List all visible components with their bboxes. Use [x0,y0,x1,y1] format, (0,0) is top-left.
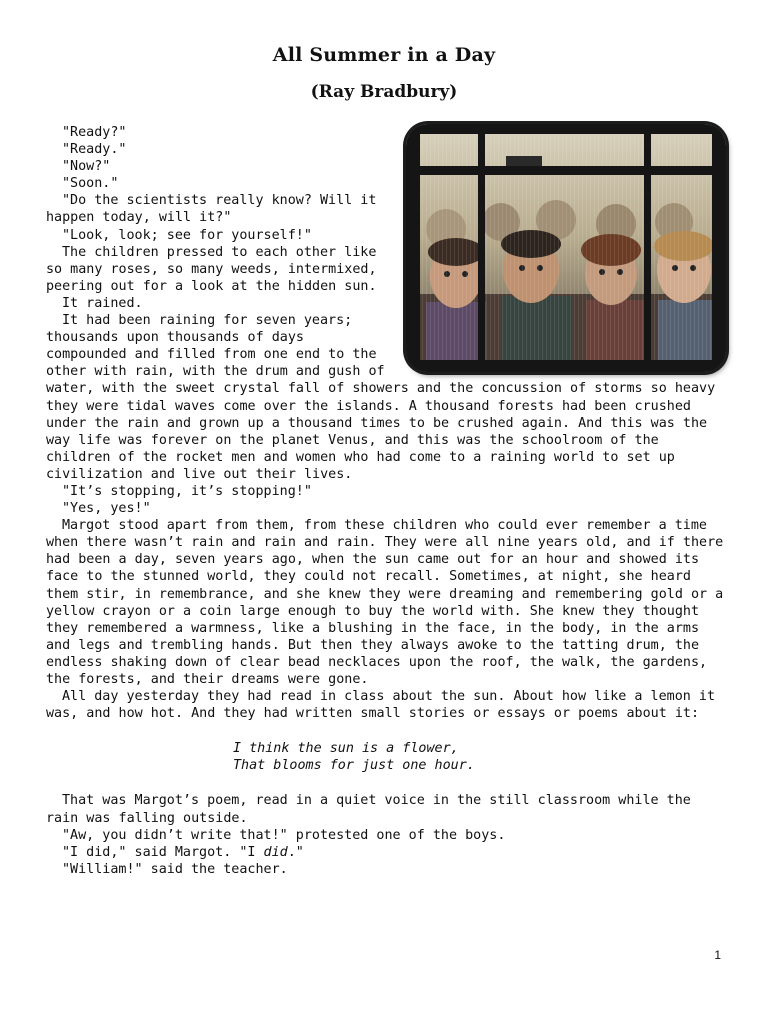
paragraph: It rained. [62,295,143,311]
document-author: (Ray Bradbury) [310,82,458,102]
margot-poem [46,740,726,774]
page-number: 1 [714,948,721,962]
paragraph: "It’s stopping, it’s stopping!" [62,483,312,499]
paragraph: Margot stood apart from them, from these children who could ever remember a time when there wasn’t rain and rain and rain. They were all nine years old, and if there had been a day, seven years ago, when the sun came out for an hour and showed its face to the stunned world, they could not recall. Sometimes, at night, she heard them stir, in remembrance, and she knew they were dreaming and remembering gold or a yellow crayon or a coin large enough to buy the world with. She knew they thought they remembered a warmness, like a blushing in the face, in the body, in the arms and legs and trembling hands. But then they always awoke to the tatting drum, the endless shaking down of clear bead necklaces upon the roof, the walk, the gardens, the forests, and their dreams were gone. [46,518,732,687]
paragraph: "Aw, you didn’t write that!" protested one of the boys. [62,827,506,843]
document-title: All Summer in a Day [272,44,496,66]
paragraph: The children pressed to each other like so many roses, so many weeds, intermixed, peering out for a look at the hidden sun. [46,244,385,294]
poem-line: That blooms for just one hour. [233,758,475,774]
paragraph: "Do the scientists really know? Will it happen today, will it?" [46,193,385,226]
paragraph: "Ready." [62,142,127,158]
paragraph: It had been raining for seven years; thousands upon thousands of days compounded and filled from one end to the other with rain, with the drum and gush of water, with the sweet crystal fall of showers and the concussion of storms so heavy they were tidal waves come over the islands. A thousand forests had been crushed under the rain and grown up a thousand times to be crushed again. And this was the way life was forever on the planet Venus, and this was the schoolroom of the children of the rocket men and women who had come to a raining world to set up civilization and live out their lives. [46,313,724,482]
paragraph: "Ready?" [62,125,127,140]
story-illustration [406,124,726,372]
paragraph: That was Margot’s poem, read in a quiet voice in the still classroom while the rain was falling outside. [46,793,699,826]
paragraph: "Now?" [62,159,111,175]
paragraph: All day yesterday they had read in class about the sun. About how like a lemon it was, and how hot. And they had written small stories or essays or poems about it: [46,689,724,722]
paragraph: "William!" said the teacher. [62,861,288,877]
story-paragraphs-bottom [46,792,726,843]
paragraph: "Soon." [62,176,119,192]
story-body [46,124,732,878]
poem-line: I think the sun is a flower, [233,741,459,757]
paragraph: "Yes, yes!" [62,501,151,517]
paragraph: "I did," said Margot. "I did." [62,844,304,860]
paragraph: "Look, look; see for yourself!" [62,227,312,243]
